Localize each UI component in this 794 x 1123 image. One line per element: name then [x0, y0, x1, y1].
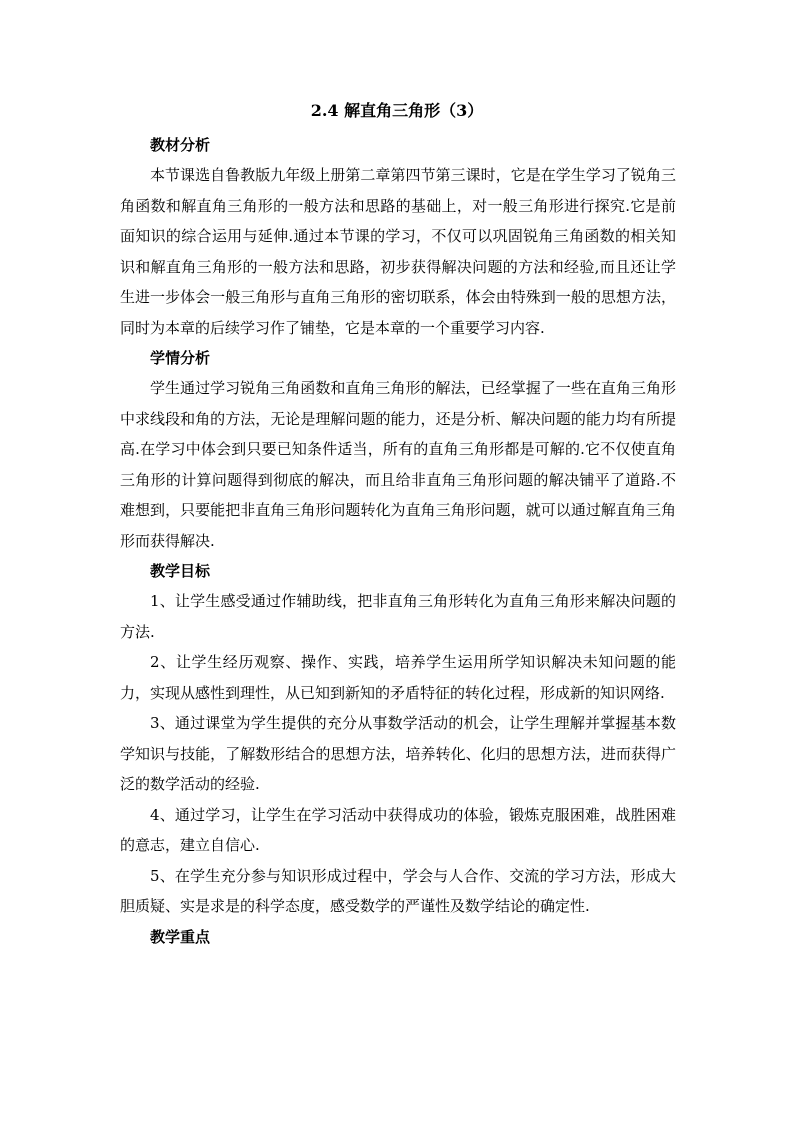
paragraph-goal-2: 2、让学生经历观察、操作、实践，培养学生运用所学知识解决未知问题的能力，实现从感性到理性，从已知到新知的矛盾特征的转化过程，形成新的知识网络.: [120, 653, 676, 702]
paragraph-goal-5: 5、在学生充分参与知识形成过程中，学会与人合作、交流的学习方法，形成大胆质疑、实是求是的科学态度，感受数学的严谨性及数学结论的确定性.: [120, 866, 676, 915]
paragraph-goal-4: 4、通过学习，让学生在学习活动中获得成功的体验，锻炼克服困难，战胜困难的意志，建立自信心.: [120, 805, 676, 854]
section-heading-teaching-goals: 教学目标: [150, 562, 211, 580]
document-body: [120, 130, 676, 952]
paragraph-goal-3: 3、通过课堂为学生提供的充分从事数学活动的机会，让学生理解并掌握基本数学知识与技能，了解数形结合的思想方法，培养转化、化归的思想方法，进而获得广泛的数学活动的经验.: [120, 714, 676, 793]
paragraph-textbook-analysis: 本节课选自鲁教版九年级上册第二章第四节第三课时，它是在学生学习了锐角三角函数和解直角三角形的一般方法和思路的基础上，对一般三角形进行探究.它是前面知识的综合运用与延伸.通过本节课的学习，不仅可以巩固锐角三角函数的相关知识和解直角三角形的一般方法和思路，初步获得解决问题的方法和经验,而且还让学生进一步体会一般三角形与直角三角形的密切联系，体会由特殊到一般的思想方法，同时为本章的后续学习作了铺垫，它是本章的一个重要学习内容.: [120, 166, 676, 337]
section-heading-student-analysis: 学情分析: [150, 349, 211, 367]
section-heading-teaching-focus: 教学重点: [150, 927, 211, 946]
paragraph-student-analysis: 学生通过学习锐角三角函数和直角三角形的解法，已经掌握了一些在直角三角形中求线段和角的方法，无论是理解问题的能力，还是分析、解决问题的能力均有所提高.在学习中体会到只要已知条件适当，所有的直角三角形都是可解的.它不仅使直角三角形的计算问题得到彻底的解决，而且给非直角三角形问题的解决铺平了道路.不难想到，只要能把非直角三角形问题转化为直角三角形问题，就可以通过解直角三角形而获得解决.: [120, 379, 676, 550]
paragraph-goal-1: 1、让学生感受通过作辅助线，把非直角三角形转化为直角三角形来解决问题的方法.: [120, 592, 676, 641]
section-heading-textbook-analysis: 教材分析: [150, 136, 211, 154]
document-title: 2.4 解直角三角形（3）: [310, 101, 484, 120]
